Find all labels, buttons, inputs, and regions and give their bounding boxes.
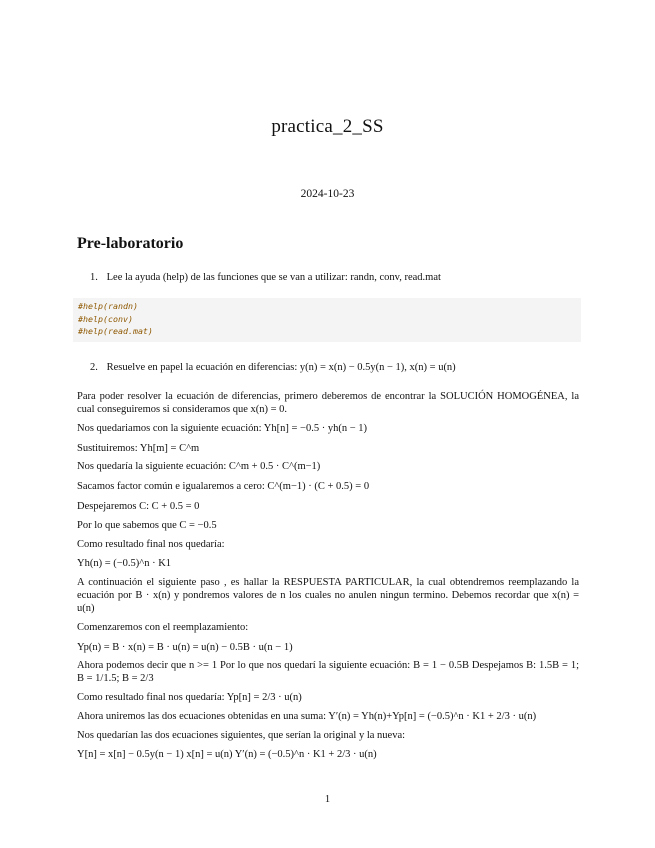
code-block [73,298,581,342]
page-number: 1 [324,794,331,805]
paragraph: Sustituiremos: Yh[m] = C^m [77,443,200,454]
equation: Y[n] = x[n] − 0.5y(n − 1) x[n] = u(n) Y′(n) = (−0.5)^n · K1 + 2/3 · u(n) [77,749,377,760]
document-date: 2024-10-23 [300,188,355,200]
paragraph: Para poder resolver la ecuación de diferencias, primero deberemos de encontrar la SOLUCIÓN HOMOGÉNEA, la cual conseguiremos si consideramos que x(n) = 0. [77,391,579,415]
equation: Yp(n) = B · x(n) = B · u(n) = u(n) − 0.5B · u(n − 1) [77,642,293,653]
paragraph: Despejaremos C: C + 0.5 = 0 [77,501,200,512]
code-line: #help(conv) [78,313,133,324]
list-item-1 [90,272,441,283]
paragraph: Nos quedaría la siguiente ecuación: C^m + 0.5 · C^(m−1) [77,461,321,472]
paragraph: Ahora podemos decir que n >= 1 Por lo que nos quedarí la siguiente ecuación: B = 1 − 0.5B Despejamos B: 1.5B = 1; B = 1/1.5; B = 2/3 [77,660,579,684]
section-heading: Pre-laboratorio [77,235,184,252]
paragraph: Como resultado final nos quedaría: Yp[n] = 2/3 · u(n) [77,692,302,703]
paragraph: A continuación el siguiente paso , es hallar la RESPUESTA PARTICULAR, la cual obtendremos reemplazando la ecuación por B · x(n) y pondremos valores de n los cuales no anulen ningun termino. Debemos recordar que x(n) = u(n) [77,577,579,614]
paragraph: Ahora uniremos las dos ecuaciones obtenidas en una suma: Y′(n) = Yh(n)+Yp[n] = (−0.5)^n · K1 + 2/3 · u(n) [77,711,537,722]
paragraph: Nos quedariamos con la siguiente ecuación: Yh[n] = −0.5 · yh(n − 1) [77,423,368,434]
paragraph: Como resultado final nos quedaría: [77,539,225,550]
list-item-text: Lee la ayuda (help) de las funciones que se van a utilizar: randn, conv, read.mat [106,272,441,283]
equation: Yh(n) = (−0.5)^n · K1 [77,558,172,569]
list-item-2 [90,362,456,373]
list-item-text: Resuelve en papel la ecuación en diferencias: y(n) = x(n) − 0.5y(n − 1), x(n) = u(n) [106,362,456,373]
code-line: #help(read.mat) [78,326,153,336]
paragraph: Sacamos factor común e igualaremos a cero: C^(m−1) · (C + 0.5) = 0 [77,481,370,492]
paragraph: Por lo que sabemos que C = −0.5 [77,520,217,531]
document-title: practica_2_SS [271,116,384,137]
paragraph: Comenzaremos con el reemplazamiento: [77,622,249,633]
list-item-number: 2. [90,362,98,373]
paragraph: Nos quedarían las dos ecuaciones siguientes, que serían la original y la nueva: [77,730,406,741]
list-item-number: 1. [90,272,98,283]
code-line: #help(randn) [78,301,138,311]
